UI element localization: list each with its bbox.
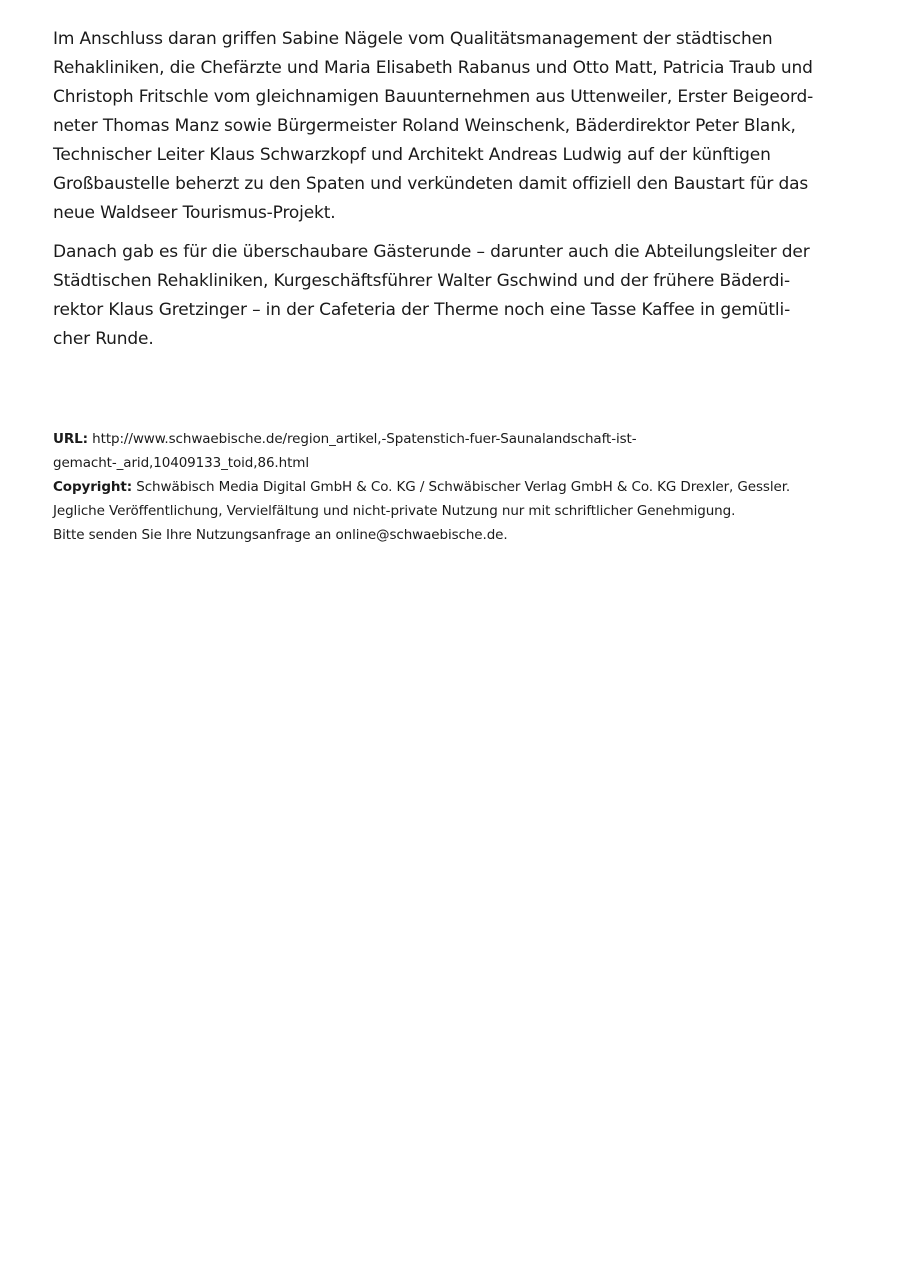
paragraph-line: cher Runde. bbox=[53, 329, 154, 349]
source-meta bbox=[53, 427, 853, 547]
copyright-label: Copyright: bbox=[53, 479, 133, 495]
copyright-text-2: Jegliche Veröffentlichung, Vervielfältung und nicht-private Nutzung nur mit schriftlicher Genehmigung. bbox=[53, 503, 736, 519]
article-paragraph-2 bbox=[53, 238, 853, 354]
article-body bbox=[53, 25, 853, 364]
paragraph-line: Danach gab es für die überschaubare Gästerunde – darunter auch die Abteilungsleiter der bbox=[53, 242, 810, 262]
url-link-continued[interactable]: gemacht-_arid,10409133_toid,86.html bbox=[53, 455, 309, 471]
url-link[interactable]: http://www.schwaebische.de/region_artikel,-Spatenstich-fuer-Saunalandschaft-ist- bbox=[92, 431, 637, 447]
paragraph-line: Christoph Fritschle vom gleichnamigen Bauunternehmen aus Uttenweiler, Erster Beigeord- bbox=[53, 87, 814, 107]
article-paragraph-1 bbox=[53, 25, 853, 228]
paragraph-line: Rehakliniken, die Chefärzte und Maria Elisabeth Rabanus und Otto Matt, Patricia Traub und bbox=[53, 58, 813, 78]
paragraph-line: Städtischen Rehakliniken, Kurgeschäftsführer Walter Gschwind und der frühere Bäderdi- bbox=[53, 271, 790, 291]
url-label: URL: bbox=[53, 431, 88, 447]
paragraph-line: neue Waldseer Tourismus-Projekt. bbox=[53, 203, 336, 223]
copyright-line bbox=[53, 475, 853, 499]
paragraph-line: Technischer Leiter Klaus Schwarzkopf und Architekt Andreas Ludwig auf der künftigen bbox=[53, 145, 771, 165]
paragraph-line: Im Anschluss daran griffen Sabine Nägele vom Qualitätsmanagement der städtischen bbox=[53, 29, 773, 49]
copyright-text: Schwäbisch Media Digital GmbH & Co. KG / Schwäbischer Verlag GmbH & Co. KG Drexler, Gessler. bbox=[136, 479, 791, 495]
url-line bbox=[53, 427, 853, 451]
paragraph-line: rektor Klaus Gretzinger – in der Cafeteria der Therme noch eine Tasse Kaffee in gemütli- bbox=[53, 300, 791, 320]
paragraph-line: Großbaustelle beherzt zu den Spaten und verkündeten damit offiziell den Baustart für das bbox=[53, 174, 809, 194]
copyright-text-3: Bitte senden Sie Ihre Nutzungsanfrage an online@schwaebische.de. bbox=[53, 527, 508, 543]
paragraph-line: neter Thomas Manz sowie Bürgermeister Roland Weinschenk, Bäderdirektor Peter Blank, bbox=[53, 116, 796, 136]
